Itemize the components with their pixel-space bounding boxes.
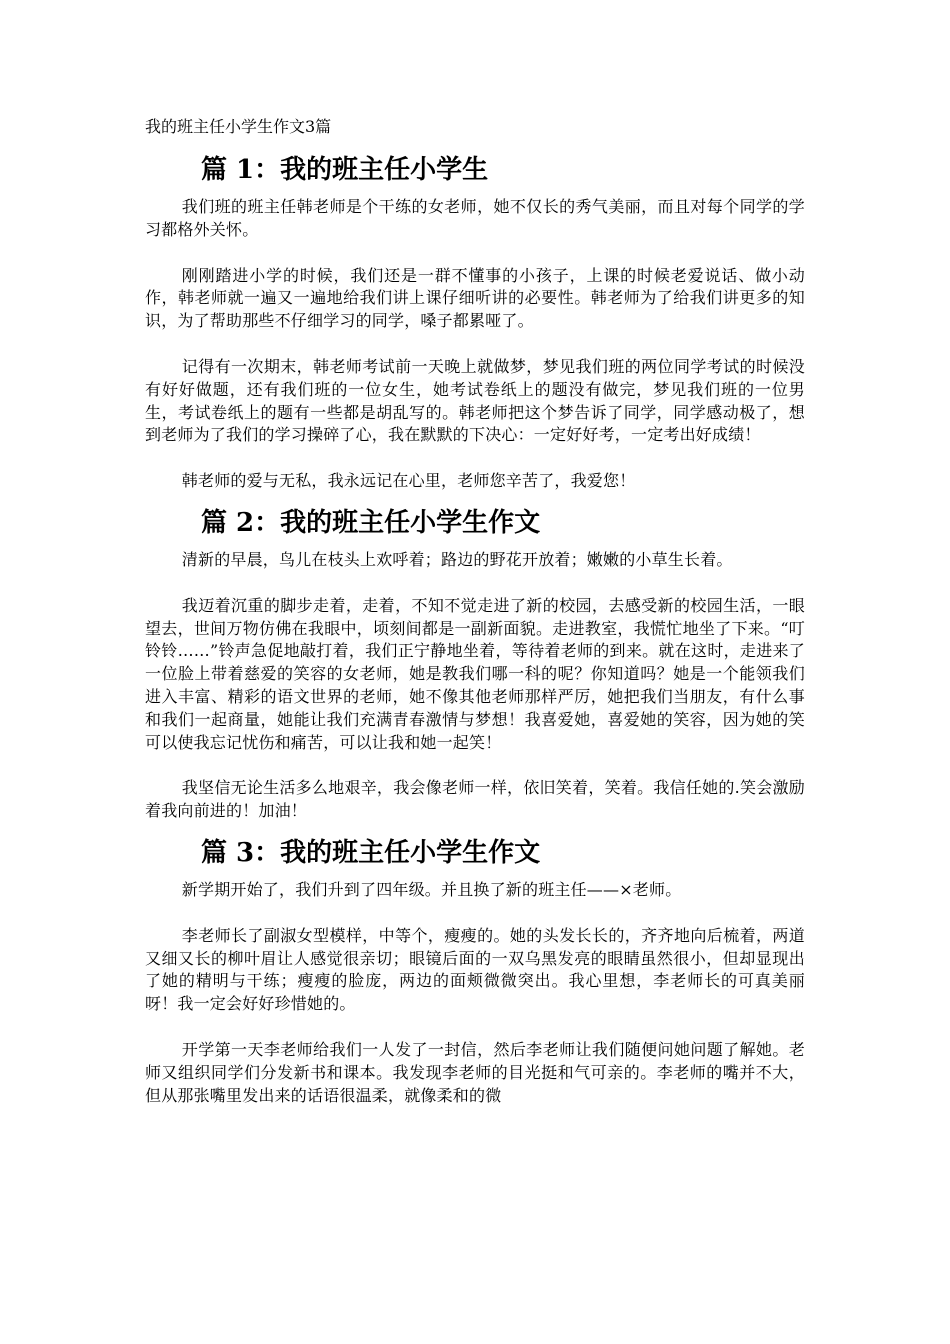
- paragraph: 清新的早晨，鸟儿在枝头上欢呼着；路边的野花开放着；嫩嫩的小草生长着。: [181, 549, 733, 569]
- document-page: [145, 114, 805, 1130]
- paragraph: 我迈着沉重的脚步走着，走着，不知不觉走进了新的校园，去感受新的校园生活，一眼望去，世间万物仿佛在我眼中，顷刻间都是一副新面貌。走进教室，我慌忙地坐了下来。“叮铃铃……”铃声急促地敲打着，我们正宁静地坐着，等待着老师的到来。就在这时，走进来了一位脸上带着慈爱的笑容的女老师，她是教我们哪一科的呢？你知道吗？她是一个能领我们进入丰富、精彩的语文世界的老师，她不像其他老师那样严厉，她把我们当朋友，有什么事和我们一起商量，她能让我们充满青春激情与梦想！我喜爱她，喜爱她的笑容，因为她的笑可以使我忘记忧伤和痛苦，可以让我和她一起笑！: [145, 595, 805, 752]
- document-title: 我的班主任小学生作文3篇: [145, 117, 332, 136]
- paragraph: 李老师长了副淑女型模样，中等个，瘦瘦的。她的头发长长的，齐齐地向后梳着，两道又细又长的柳叶眉让人感觉很亲切；眼镜后面的一双乌黑发亮的眼睛虽然很小，但却显现出了她的精明与干练；瘦瘦的脸庞，两边的面颊微微突出。我心里想，李老师长的可真美丽呀！我一定会好好珍惜她的。: [145, 925, 805, 1014]
- paragraph: 开学第一天李老师给我们一人发了一封信，然后李老师让我们随便问她问题了解她。老师又组织同学们分发新书和课本。我发现李老师的目光挺和气可亲的。李老师的嘴并不大，但从那张嘴里发出来的话语很温柔，就像柔和的微: [145, 1039, 805, 1105]
- paragraph: 我坚信无论生活多么地艰辛，我会像老师一样，依旧笑着，笑着。我信任她的.笑会激励着我向前进的！加油！: [145, 778, 805, 821]
- section-3: [145, 835, 805, 1107]
- paragraph: 刚刚踏进小学的时候，我们还是一群不懂事的小孩子，上课的时候老爱说话、做小动作，韩老师就一遍又一遍地给我们讲上课仔细听讲的必要性。韩老师为了给我们讲更多的知识，为了帮助那些不仔细学习的同学，嗓子都累哑了。: [145, 265, 805, 331]
- section-heading: 篇 2：我的班主任小学生作文: [201, 507, 541, 538]
- paragraph: 新学期开始了，我们升到了四年级。并且换了新的班主任——×老师。: [181, 879, 682, 899]
- section-heading: 篇 1：我的班主任小学生: [201, 155, 489, 185]
- paragraph: 我们班的班主任韩老师是个干练的女老师，她不仅长的秀气美丽，而且对每个同学的学习都格外关怀。: [145, 197, 805, 239]
- paragraph: 记得有一次期末，韩老师考试前一天晚上就做梦，梦见我们班的两位同学考试的时候没有好好做题，还有我们班的一位女生，她考试卷纸上的题没有做完，梦见我们班的一位男生，考试卷纸上的题有一些都是胡乱写的。韩老师把这个梦告诉了同学，同学感动极了，想到老师为了我们的学习操碎了心，我在默默的下决心：一定好好考，一定考出好成绩！: [145, 356, 805, 445]
- section-2: [145, 505, 805, 823]
- paragraph: 韩老师的爱与无私，我永远记在心里，老师您辛苦了，我爱您！: [181, 471, 636, 491]
- section-heading: 篇 3：我的班主任小学生作文: [201, 837, 541, 868]
- section-1: [145, 152, 805, 493]
